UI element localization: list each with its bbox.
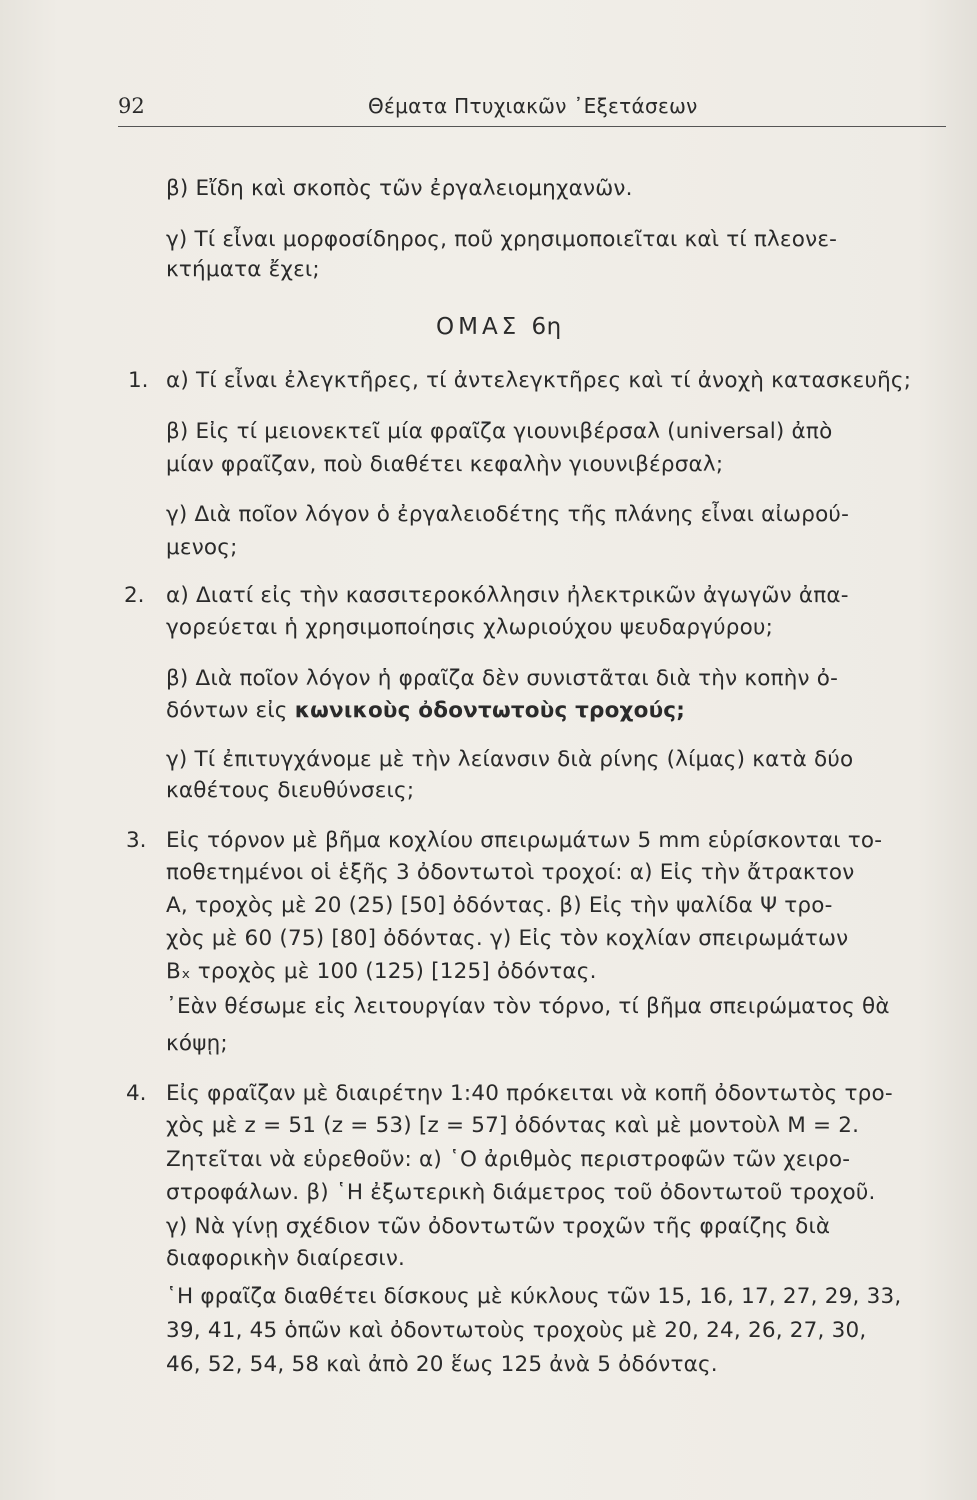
section-heading bbox=[436, 314, 562, 340]
question-line: Εἰς φραῖζαν μὲ διαιρέτην 1:40 πρόκειται νὰ κοπῆ ὀδοντωτὸς τρο- bbox=[166, 1081, 893, 1106]
question-number: 3. bbox=[126, 828, 147, 853]
question-line-part: δόντων εἰς bbox=[166, 698, 288, 723]
question-number: 4. bbox=[126, 1081, 147, 1106]
question-line: στροφάλων. β) ῾Η ἐξωτερικὴ διάμετρος τοῦ ὀδοντωτοῦ τροχοῦ. bbox=[166, 1180, 876, 1205]
question-line: Εἰς τόρνον μὲ βῆμα κοχλίου σπειρωμάτων 5 mm εὑρίσκονται το- bbox=[166, 828, 883, 853]
question-line: Ζητεῖται νὰ εὑρεθοῦν: α) ῾Ο ἀριθμὸς περιστροφῶν τῶν χειρο- bbox=[166, 1147, 851, 1172]
question-line: β) Εἰς τί μειονεκτεῖ μία φραῖζα γιουνιβέρσαλ (universal) ἀπὸ bbox=[166, 419, 833, 444]
question-line: β) Διὰ ποῖον λόγον ἡ φραῖζα δὲν συνιστᾶται διὰ τὴν κοπὴν ὀ- bbox=[166, 666, 839, 691]
question-line: καθέτους διευθύνσεις; bbox=[166, 778, 415, 803]
question-number: 2. bbox=[124, 583, 145, 608]
section-subtitle: 6η bbox=[531, 314, 562, 340]
question-line: μίαν φραῖζαν, ποὺ διαθέτει κεφαλὴν γιουνιβέρσαλ; bbox=[166, 452, 724, 477]
question-line: γ) Διὰ ποῖον λόγον ὁ ἐργαλειοδέτης τῆς πλάνης εἶναι αἰωρού- bbox=[166, 502, 850, 527]
question-line: 39, 41, 45 ὁπῶν καὶ ὀδοντωτοὺς τροχοὺς μὲ 20, 24, 26, 27, 30, bbox=[166, 1318, 867, 1343]
question-line: ᾿Εὰν θέσωμε εἰς λειτουργίαν τὸν τόρνο, τί βῆμα σπειρώματος θὰ bbox=[166, 994, 890, 1019]
intro-line: γ) Τί εἶναι μορφοσίδηρος, ποῦ χρησιμοποιεῖται καὶ τί πλεονε- bbox=[166, 227, 838, 252]
question-line: μενος; bbox=[166, 535, 238, 560]
question-line: γ) Νὰ γίνῃ σχέδιον τῶν ὀδοντωτῶν τροχῶν τῆς φραίζης διὰ bbox=[166, 1214, 831, 1239]
question-line-bold-part: κωνικοὺς ὀδοντωτοὺς τροχούς; bbox=[294, 698, 686, 723]
intro-line: κτήματα ἔχει; bbox=[166, 257, 320, 282]
question-line: α) Τί εἶναι ἐλεγκτῆρες, τί ἀντελεγκτῆρες καὶ τί ἀνοχὴ κατασκευῆς; bbox=[166, 368, 912, 393]
question-line: διαφορικὴν διαίρεσιν. bbox=[166, 1246, 406, 1271]
question-line: γορεύεται ἡ χρησιμοποίησις χλωριούχου ψευδαργύρου; bbox=[166, 615, 774, 640]
question-number: 1. bbox=[128, 368, 149, 393]
page-header bbox=[118, 94, 946, 127]
section-title: ΟΜΑΣ bbox=[436, 314, 521, 340]
question-line: κόψῃ; bbox=[166, 1031, 228, 1056]
question-line: α) Διατί εἰς τὴν κασσιτεροκόλλησιν ἠλεκτρικῶν ἀγωγῶν ἀπα- bbox=[166, 583, 849, 608]
question-line: ῾Η φραῖζα διαθέτει δίσκους μὲ κύκλους τῶν 15, 16, 17, 27, 29, 33, bbox=[166, 1284, 902, 1309]
question-line bbox=[166, 698, 685, 723]
question-line: 46, 52, 54, 58 καὶ ἀπὸ 20 ἕως 125 ἀνὰ 5 ὀδόντας. bbox=[166, 1352, 718, 1377]
running-title: Θέματα Πτυχιακῶν ᾿Εξετάσεων bbox=[368, 94, 698, 118]
question-line: χὸς μὲ 60 (75) [80] ὀδόντας. γ) Εἰς τὸν κοχλίαν σπειρωμάτων bbox=[166, 926, 849, 951]
question-line: χὸς μὲ z = 51 (z = 53) [z = 57] ὀδόντας καὶ μὲ μοντοὺλ M = 2. bbox=[166, 1113, 860, 1138]
question-line: γ) Τί ἐπιτυγχάνομε μὲ τὴν λείανσιν διὰ ρίνης (λίμας) κατὰ δύο bbox=[166, 747, 854, 772]
question-line: Βₓ τροχὸς μὲ 100 (125) [125] ὀδόντας. bbox=[166, 959, 597, 984]
page-number: 92 bbox=[118, 94, 145, 118]
question-line: Α, τροχὸς μὲ 20 (25) [50] ὀδόντας. β) Εἰς τὴν ψαλίδα Ψ τρο- bbox=[166, 893, 833, 918]
question-line: ποθετημένοι οἱ ἑξῆς 3 ὀδοντωτοὶ τροχοί: α) Εἰς τὴν ἄτρακτον bbox=[166, 860, 855, 885]
intro-line: β) Εἴδη καὶ σκοπὸς τῶν ἐργαλειομηχανῶν. bbox=[166, 176, 633, 201]
